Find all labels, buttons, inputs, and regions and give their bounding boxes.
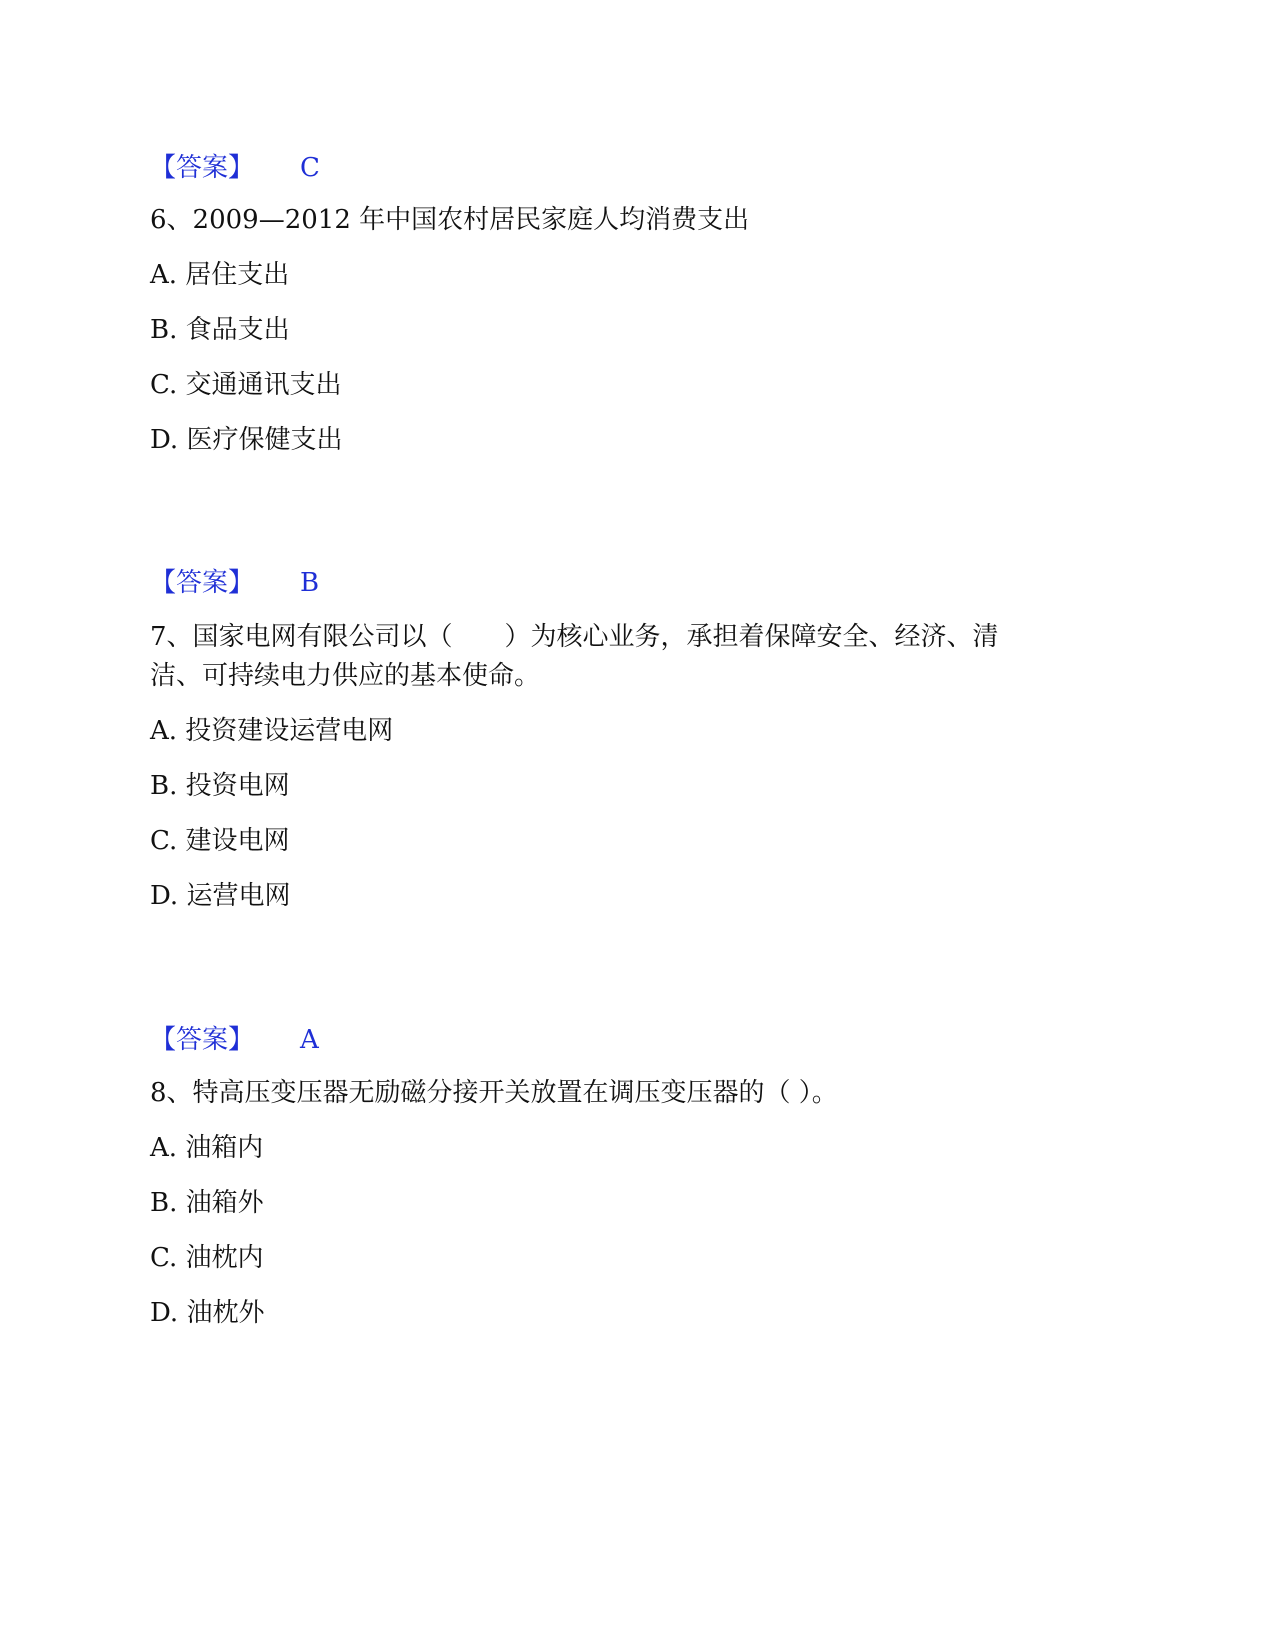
question-8-option-d: D. 油枕外 [150,1298,265,1328]
question-7-option-d: D. 运营电网 [150,881,291,911]
answer-value: A [300,1025,319,1055]
question-6-option-c: C. 交通通讯支出 [150,370,342,400]
question-7-option-c: C. 建设电网 [150,826,290,856]
question-8-option-a: A. 油箱内 [150,1133,264,1163]
answer-line [150,148,320,188]
question-6-option-a: A. 居住支出 [150,260,290,290]
question-7-text-line-2: 洁、可持续电力供应的基本使命。 [150,661,541,691]
question-6-option-b: B. 食品支出 [150,315,290,345]
question-7-option-b: B. 投资电网 [150,771,290,801]
answer-label: 【答案】 [150,1025,255,1055]
question-7-text-line-1: 7、国家电网有限公司以（ ）为核心业务，承担着保障安全、经济、清 [150,622,999,652]
answer-value: C [300,153,320,183]
answer-value: B [300,568,320,598]
question-6-option-d: D. 医疗保健支出 [150,425,343,455]
question-7-option-a: A. 投资建设运营电网 [150,716,394,746]
question-8-option-b: B. 油箱外 [150,1188,264,1218]
question-8-option-c: C. 油枕内 [150,1243,264,1273]
answer-label: 【答案】 [150,153,255,183]
question-8-text: 8、特高压变压器无励磁分接开关放置在调压变压器的（ ）。 [150,1078,838,1108]
question-6-text: 6、2009—2012 年中国农村居民家庭人均消费支出 [150,205,750,235]
answer-label: 【答案】 [150,568,255,598]
answer-line [150,1020,319,1060]
answer-line [150,563,319,603]
